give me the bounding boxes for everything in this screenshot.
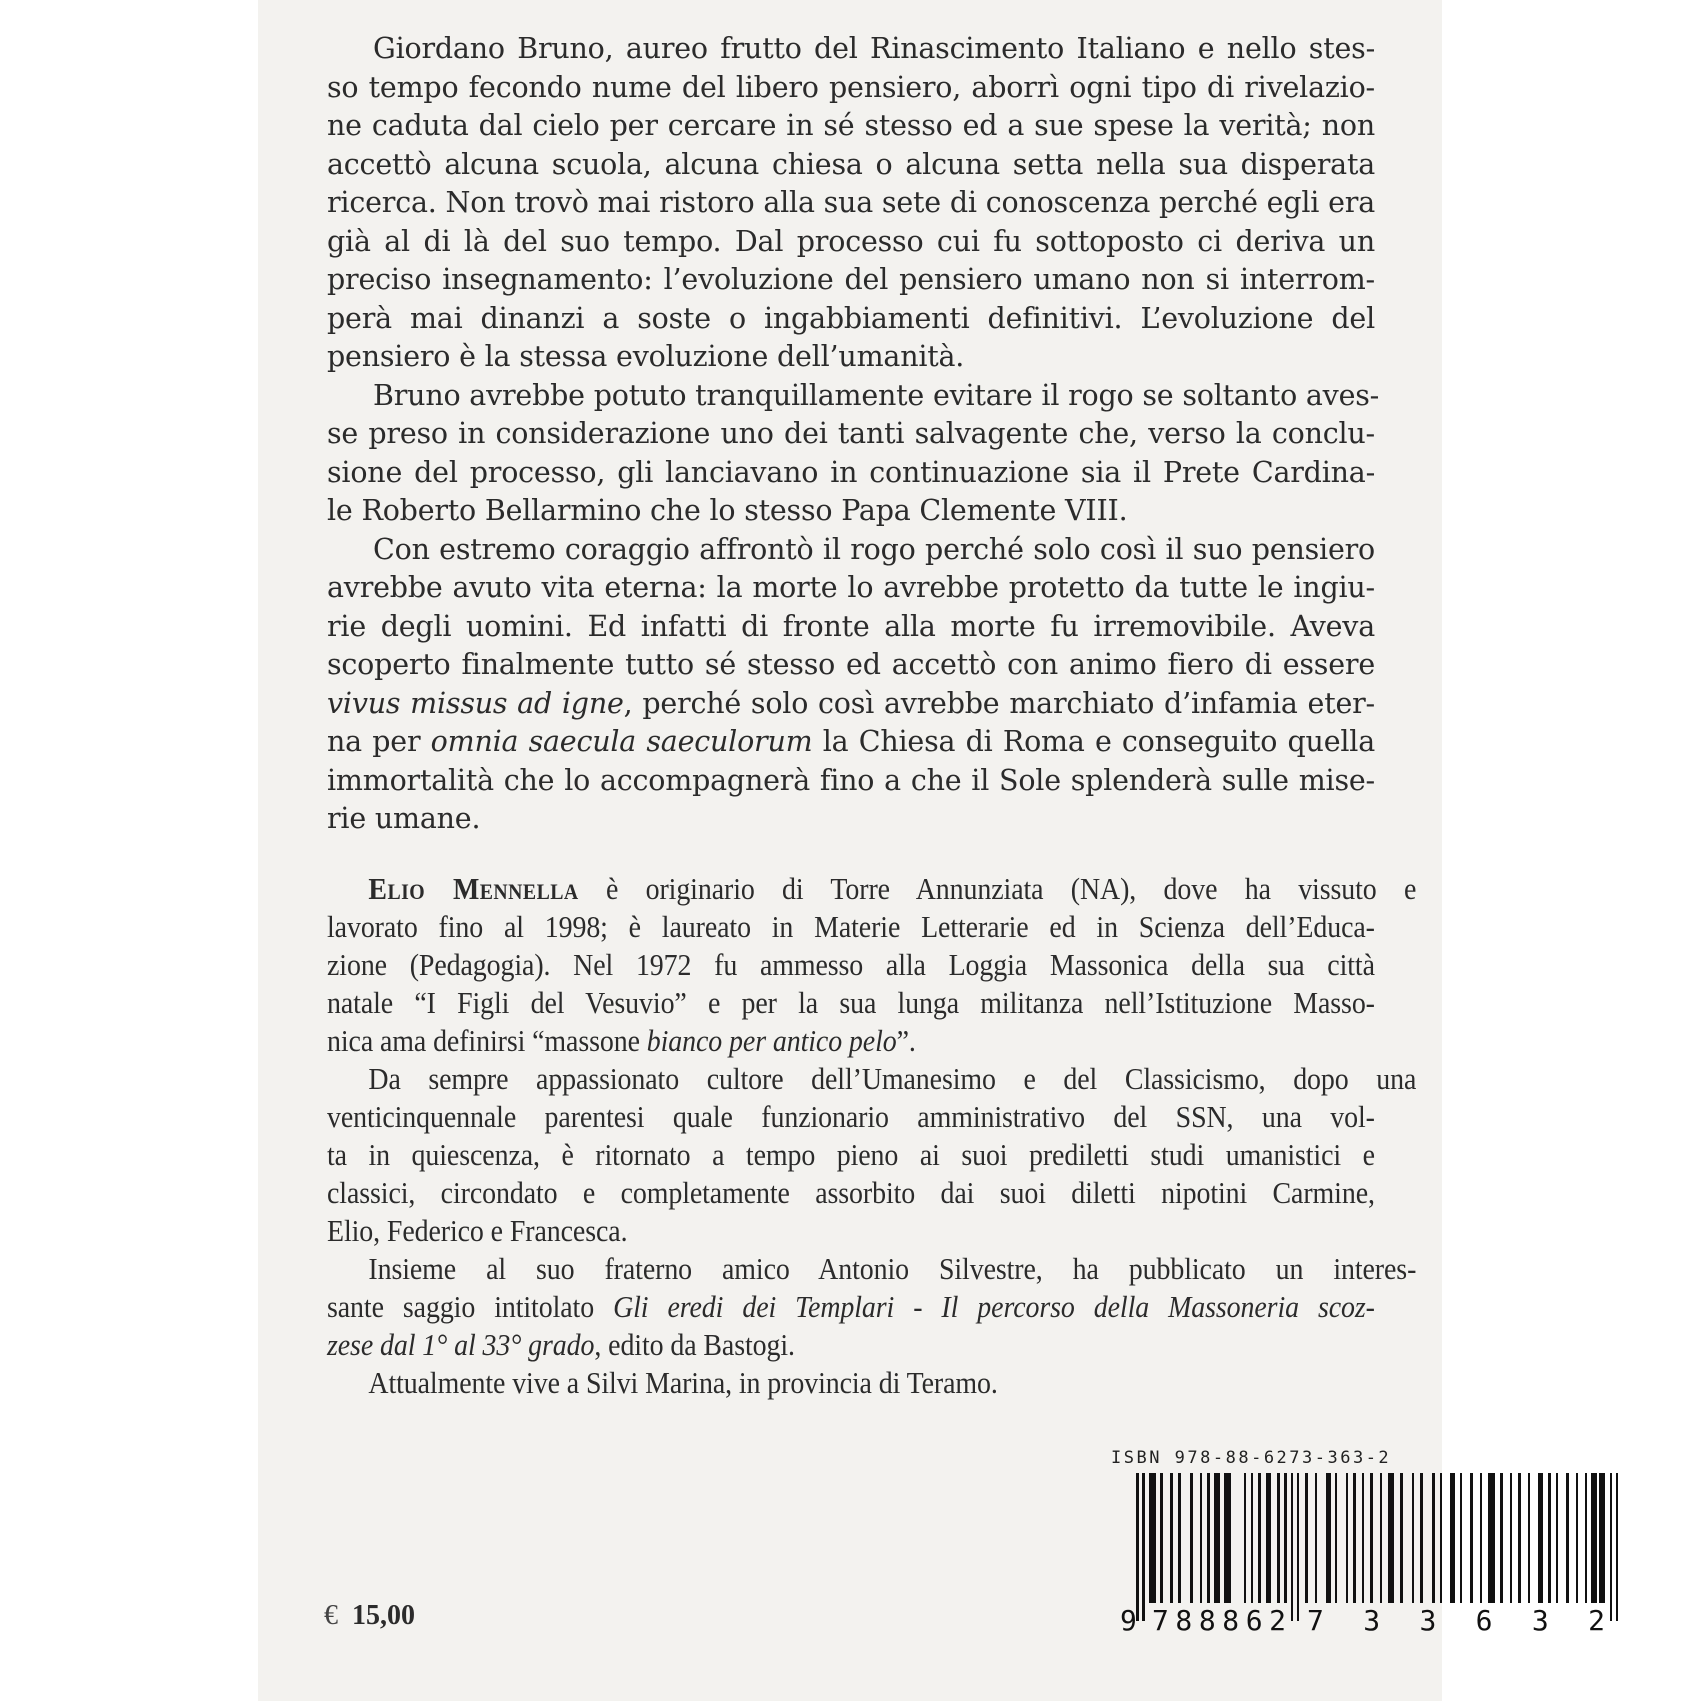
- blurb-line: preciso insegnamento: l’evoluzione del pensiero umano non si interrom-: [327, 263, 1375, 296]
- blurb-line: rie umane.: [327, 802, 481, 835]
- bio-line: lavorato fino al 1998; è laureato in Materie Letterarie ed in Scienza dell’Educa-: [327, 909, 1375, 944]
- bio-line: Elio, Federico e Francesca.: [327, 1213, 628, 1248]
- blurb-line: so tempo fecondo nume del libero pensiero, aborrì ogni tipo di rivelazio-: [327, 70, 1375, 104]
- svg-text:9: 9: [1120, 1604, 1137, 1633]
- blurb-line: Con estremo coraggio affrontò il rogo perché solo così il suo pensiero: [373, 532, 1375, 566]
- bio-line: Insieme al suo fraterno amico Antonio Silvestre, ha pubblicato un interes-: [368, 1251, 1417, 1286]
- blurb-line: sione del processo, gli lanciavano in continuazione sia il Prete Cardina-: [327, 455, 1375, 489]
- author-bio: [327, 870, 1417, 1402]
- blurb-line: Giordano Bruno, aureo frutto del Rinascimento Italiano e nello stes-: [373, 32, 1375, 65]
- bio-line: nica ama definirsi “massone bianco per antico pelo”.: [327, 1023, 916, 1058]
- bio-line: zese dal 1° al 33° grado, edito da Bastogi.: [327, 1327, 795, 1362]
- blurb-line: già al di là del suo tempo. Dal processo cui fu sottoposto ci deriva un: [327, 224, 1375, 258]
- price-amount: 15,00: [352, 1600, 415, 1631]
- isbn-label: ISBN 978-88-6273-363-2: [1111, 1448, 1392, 1468]
- blurb-line: immortalità che lo accompagnerà fino a che il Sole splenderà sulle mise-: [327, 763, 1375, 797]
- bio-line: Attualmente vive a Silvi Marina, in provincia di Teramo.: [368, 1365, 998, 1400]
- author-name: Elio Mennella: [368, 871, 579, 906]
- bio-line: natale “I Figli del Vesuvio” e per la sua lunga militanza nell’Istituzione Masso-: [327, 985, 1375, 1020]
- blurb-line: perà mai dinanzi a soste o ingabbiamenti definitivi. L’evoluzione del: [327, 301, 1375, 335]
- blurb-line: accettò alcuna scuola, alcuna chiesa o alcuna setta nella sua disperata: [327, 147, 1375, 181]
- book-title: zese dal 1° al 33° grado: [327, 1327, 595, 1362]
- bio-line: zione (Pedagogia). Nel 1972 fu ammesso alla Loggia Massonica della sua città: [327, 947, 1375, 982]
- blurb-line: se preso in considerazione uno dei tanti salvagente che, verso la conclu-: [327, 417, 1375, 450]
- blurb-text: [327, 30, 1380, 839]
- latin-phrase: omnia saecula saeculorum: [430, 725, 813, 758]
- blurb-line: na per omnia saecula saeculorum la Chiesa di Roma e conseguito quella: [327, 725, 1375, 758]
- latin-phrase: vivus missus ad igne: [327, 686, 624, 720]
- blurb-line: ricerca. Non trovò mai ristoro alla sua sete di conoscenza perché egli era: [327, 186, 1375, 219]
- price-tag: [324, 1600, 415, 1632]
- bio-line: venticinquennale parentesi quale funzionario amministrativo del SSN, una vol-: [327, 1099, 1375, 1134]
- blurb-line: le Roberto Bellarmino che lo stesso Papa Clemente VIII.: [327, 494, 1128, 527]
- svg-text:733632: 733632: [1307, 1604, 1605, 1633]
- book-title: Gli eredi dei Templari - Il percorso della Massoneria scoz-: [613, 1289, 1375, 1324]
- blurb-line: rie degli uomini. Ed infatti di fronte alla morte fu irremovibile. Aveva: [327, 609, 1375, 643]
- book-back-cover: [258, 0, 1605, 1701]
- bio-line: Elio Mennella è originario di Torre Annunziata (NA), dove ha vissuto e: [368, 871, 1417, 906]
- blurb-line: avrebbe avuto vita eterna: la morte lo avrebbe protetto da tutte le ingiu-: [327, 571, 1375, 604]
- bio-line: Da sempre appassionato cultore dell’Umanesimo e del Classicismo, dopo una: [368, 1061, 1417, 1096]
- blurb-line: Bruno avrebbe potuto tranquillamente evitare il rogo se soltanto aves-: [373, 378, 1380, 412]
- bio-line: sante saggio intitolato Gli eredi dei Templari - Il percorso della Massoneria scoz-: [327, 1289, 1375, 1324]
- blurb-line: vivus missus ad igne, perché solo così avrebbe marchiato d’infamia eter-: [327, 686, 1375, 720]
- bio-line: classici, circondato e completamente assorbito dai suoi diletti nipotini Carmine,: [327, 1175, 1375, 1210]
- bio-line: ta in quiescenza, è ritornato a tempo pieno ai suoi prediletti studi umanistici e: [327, 1137, 1375, 1172]
- svg-text:788862: 788862: [1152, 1604, 1286, 1633]
- blurb-line: pensiero è la stessa evoluzione dell’umanità.: [327, 340, 965, 373]
- barcode-icon: [1120, 1473, 1640, 1633]
- euro-icon: €: [324, 1600, 338, 1631]
- blurb-line: scoperto finalmente tutto sé stesso ed accettò con animo fiero di essere: [327, 648, 1375, 681]
- blurb-line: ne caduta dal cielo per cercare in sé stesso ed a sue spese la verità; non: [327, 109, 1375, 142]
